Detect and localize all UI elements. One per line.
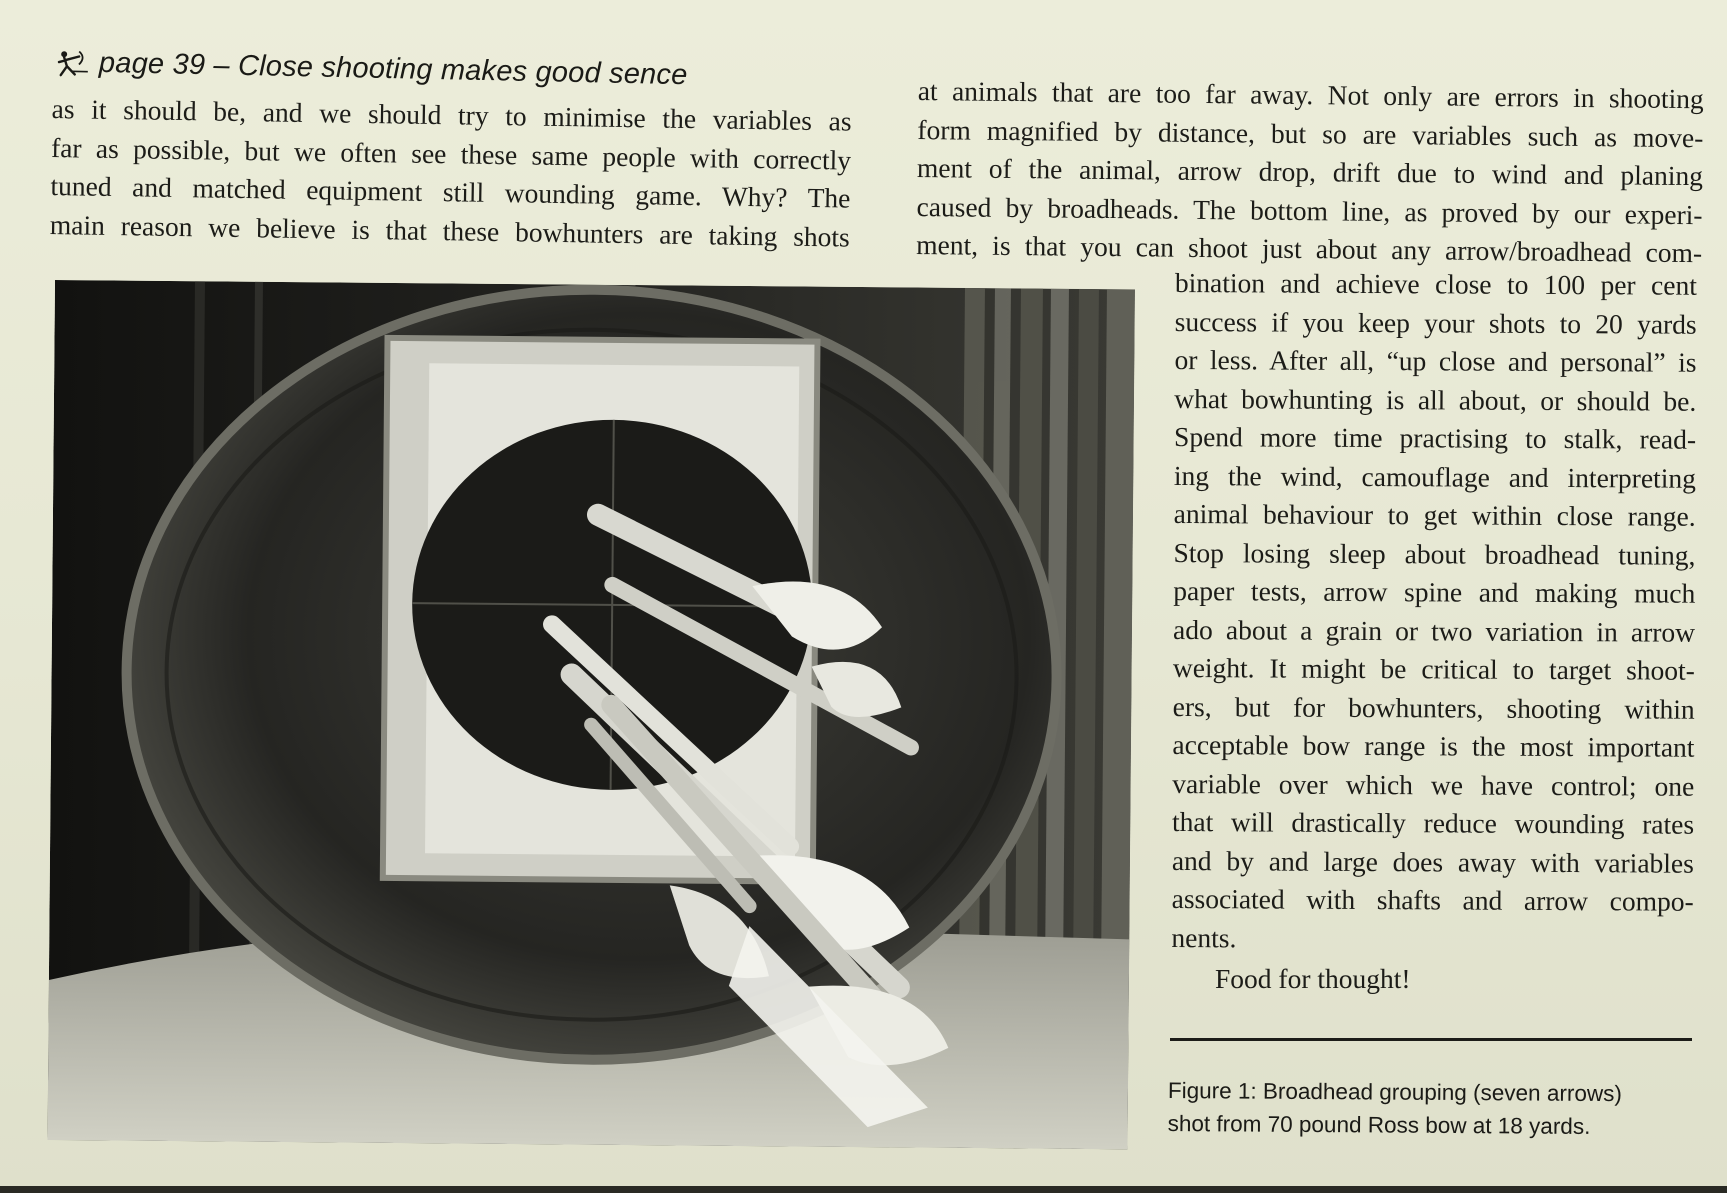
text-line: what bowhunting is all about, or should be.: [1174, 382, 1697, 417]
text-line: weight. It might be critical to target shoot-: [1172, 651, 1695, 686]
text-line: paper tests, arrow spine and making much: [1173, 574, 1696, 609]
caption-line: shot from 70 pound Ross bow at 18 yards.: [1167, 1110, 1591, 1139]
text-line: and by and large does away with variables: [1171, 844, 1694, 879]
caption-line: Figure 1: Broadhead grouping (seven arrows): [1167, 1077, 1622, 1107]
text-line: variable over which we have control; one: [1172, 767, 1695, 802]
text-line: associated with shafts and arrow compo-: [1171, 882, 1694, 917]
figure-photo: [47, 280, 1134, 1149]
right-column-wrap: [1171, 264, 1697, 960]
figure-caption: [1168, 1074, 1708, 1144]
text-line: ment of the animal, arrow drop, drift due to wind and planing: [916, 151, 1704, 192]
text-line: or less. After all, “up close and personal” is: [1174, 343, 1697, 378]
page-reference: page 39 – Close shooting makes good sence: [98, 46, 688, 92]
text-line: bination and achieve close to 100 per cent: [1174, 266, 1697, 301]
target-photo-illustration: [47, 280, 1134, 1149]
page-bottom-edge: [0, 1186, 1727, 1193]
text-line: tuned and matched equipment still wounding game. Why? The: [50, 169, 851, 214]
page-header: [55, 46, 688, 92]
archer-icon: [55, 49, 90, 78]
text-line: ment, is that you can shoot just about any arrow/broadhead com-: [916, 228, 1703, 269]
caption-divider: [1170, 1038, 1692, 1041]
text-line: form magnified by distance, but so are variables such as move-: [917, 113, 1704, 153]
text-line: nents.: [1171, 921, 1237, 953]
text-line: Spend more time practising to stalk, read-: [1174, 420, 1697, 455]
text-line: far as possible, but we often see these same people with correctly: [50, 131, 852, 176]
text-line: that will drastically reduce wounding rates: [1171, 805, 1695, 840]
text-line: main reason we believe is that these bowhunters are taking shots: [49, 208, 851, 253]
text-line: as it should be, and we should try to minimise the variables as: [51, 92, 852, 137]
text-line: caused by broadheads. The bottom line, as proved by our experi-: [916, 190, 1703, 230]
text-line: acceptable bow range is the most important: [1172, 728, 1695, 763]
closing-line: Food for thought!: [1215, 963, 1411, 994]
text-line: animal behaviour to get within close range.: [1173, 497, 1696, 532]
text-line: ers, but for bowhunters, shooting within: [1172, 690, 1695, 725]
text-line: ado about a grain or two variation in arrow: [1173, 613, 1696, 648]
text-line: at animals that are too far away. Not only are errors in shooting: [917, 74, 1704, 115]
right-column-top: [916, 72, 1704, 273]
text-line: success if you keep your shots to 20 yards: [1174, 305, 1697, 340]
text-line: Stop losing sleep about broadhead tuning,: [1173, 536, 1696, 571]
text-line: ing the wind, camouflage and interpreting: [1173, 459, 1696, 494]
left-column: [50, 90, 852, 257]
